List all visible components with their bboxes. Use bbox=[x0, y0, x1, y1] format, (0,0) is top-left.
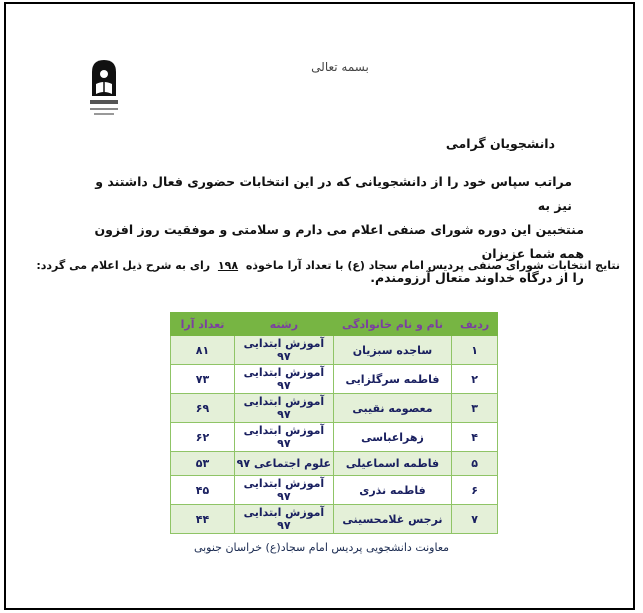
table-header-row bbox=[171, 313, 498, 336]
header-full-name: نام و نام خانوادگی bbox=[333, 313, 451, 336]
document-heading: بسمه تعالی bbox=[311, 60, 369, 74]
cell-full-name: فاطمه اسماعیلی bbox=[333, 452, 451, 476]
greeting: دانشجویان گرامی bbox=[445, 136, 555, 151]
cell-full-name: فاطمه نذری bbox=[333, 476, 451, 505]
results-total-votes: ۱۹۸ bbox=[217, 259, 239, 272]
cell-row-number: ۵ bbox=[452, 452, 498, 476]
cell-row-number: ۴ bbox=[452, 423, 498, 452]
cell-field: آموزش ابتدایی ۹۷ bbox=[235, 505, 334, 534]
thanks-paragraph bbox=[84, 170, 584, 290]
paragraph-line-2: منتخبین این دوره شورای صنفی اعلام می دارم و سلامتی و موفقیت روز افزون همه شما عزیزان bbox=[94, 222, 584, 261]
cell-votes: ۴۵ bbox=[171, 476, 235, 505]
cell-field: آموزش ابتدایی ۹۷ bbox=[235, 394, 334, 423]
cell-full-name: معصومه نقیبی bbox=[333, 394, 451, 423]
table-row bbox=[171, 423, 498, 452]
cell-votes: ۵۳ bbox=[171, 452, 235, 476]
table-row bbox=[171, 365, 498, 394]
header-field: رشته bbox=[235, 313, 334, 336]
results-intro bbox=[36, 259, 620, 272]
cell-votes: ۷۳ bbox=[171, 365, 235, 394]
cell-full-name: نرجس غلامحسینی bbox=[333, 505, 451, 534]
cell-field: علوم اجتماعی ۹۷ bbox=[235, 452, 334, 476]
cell-row-number: ۶ bbox=[452, 476, 498, 505]
cell-field: آموزش ابتدایی ۹۷ bbox=[235, 336, 334, 365]
table-row bbox=[171, 336, 498, 365]
cell-field: آموزش ابتدایی ۹۷ bbox=[235, 365, 334, 394]
cell-row-number: ۷ bbox=[452, 505, 498, 534]
paragraph-line-3: را از درگاه خداوند متعال آرزومندم. bbox=[370, 270, 584, 285]
header-votes: تعداد آرا bbox=[171, 313, 235, 336]
table-row bbox=[171, 476, 498, 505]
cell-votes: ۴۴ bbox=[171, 505, 235, 534]
table-row bbox=[171, 394, 498, 423]
cell-row-number: ۳ bbox=[452, 394, 498, 423]
cell-row-number: ۲ bbox=[452, 365, 498, 394]
header-row-number: ردیف bbox=[452, 313, 498, 336]
cell-field: آموزش ابتدایی ۹۷ bbox=[235, 423, 334, 452]
cell-full-name: ساجده سبزیان bbox=[333, 336, 451, 365]
paragraph-line-1: مراتب سپاس خود را از دانشجویانی که در این انتخابات حضوری فعال داشتند و نیز به bbox=[95, 174, 572, 213]
results-intro-after: رای به شرح ذیل اعلام می گردد: bbox=[36, 259, 211, 272]
cell-full-name: زهراعباسی bbox=[333, 423, 451, 452]
cell-votes: ۸۱ bbox=[171, 336, 235, 365]
university-emblem-icon bbox=[84, 58, 124, 138]
footer-signature: معاونت دانشجویی پردیس امام سجاد(ع) خراسان جنوبی bbox=[193, 541, 450, 554]
cell-field: آموزش ابتدایی ۹۷ bbox=[235, 476, 334, 505]
table-row bbox=[171, 505, 498, 534]
results-table bbox=[170, 312, 498, 534]
cell-full-name: فاطمه سرگلزایی bbox=[333, 365, 451, 394]
table-row bbox=[171, 452, 498, 476]
cell-votes: ۶۹ bbox=[171, 394, 235, 423]
results-intro-before: نتایج انتخابات شورای صنفی پردیس امام سجاد (ع) با تعداد آرا ماخوذه bbox=[245, 259, 620, 272]
cell-row-number: ۱ bbox=[452, 336, 498, 365]
cell-votes: ۶۲ bbox=[171, 423, 235, 452]
